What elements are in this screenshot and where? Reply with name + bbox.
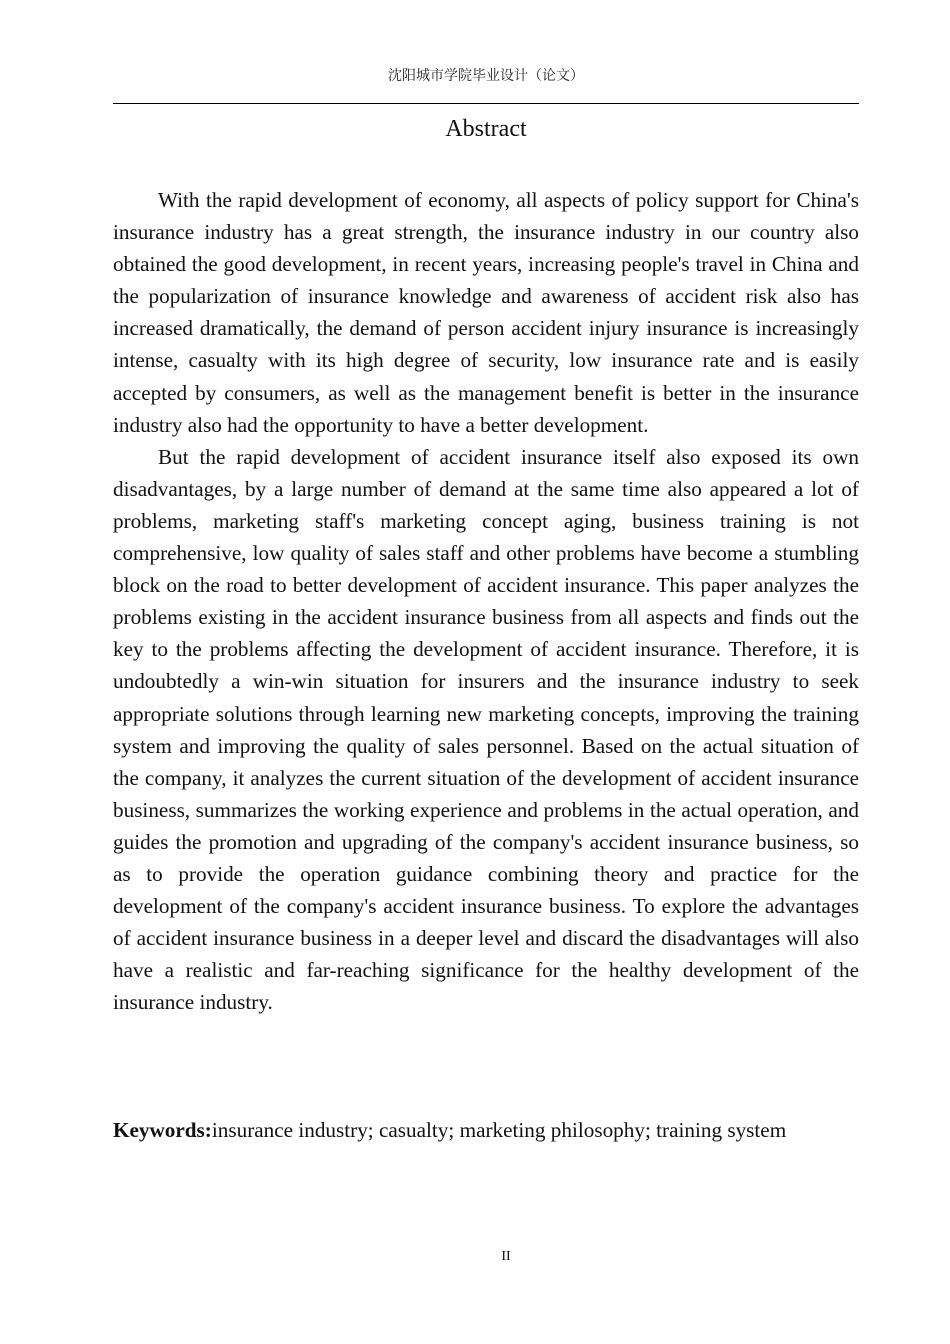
abstract-paragraph-2: But the rapid development of accident insurance itself also exposed its own disadvantages, by a large number of demand at the same time also appeared a lot of problems, marketing staff's marketing concept aging, business training is not comprehensive, low quality of sales staff and other problems have become a stumbling block on the road to better development of accident insurance. This paper analyzes the problems existing in the accident insurance business from all aspects and finds out the key to the problems affecting the development of accident insurance. Therefore, it is undoubtedly a win-win situation for insurers and the insurance industry to seek appropriate solutions through learning new marketing concepts, improving the training system and improving the quality of sales personnel. Based on the actual situation of the company, it analyzes the current situation of the development of accident insurance business, summarizes the working experience and problems in the actual operation, and guides the promotion and upgrading of the company's accident insurance business, so as to provide the operation guidance combining theory and practice for the development of the company's accident insurance business. To explore the advantages of accident insurance business in a deeper level and discard the disadvantages will also have a realistic and far-reaching significance for the healthy development of the insurance industry. [113,444,859,1015]
keywords-line [113,1114,859,1146]
page-number: II [501,1249,511,1264]
page-header: 沈阳城市学院毕业设计（论文） [388,68,584,84]
abstract-title: Abstract [445,116,527,142]
keywords-label: Keywords: [113,1118,212,1142]
header-rule [113,103,859,104]
abstract-body [113,184,859,1018]
abstract-paragraph-1: With the rapid development of economy, all aspects of policy support for China's insurance industry has a great strength, the insurance industry in our country also obtained the good development, in recent years, increasing people's travel in China and the popularization of insurance knowledge and awareness of accident risk also has increased dramatically, the demand of person accident injury insurance is increasingly intense, casualty with its high degree of security, low insurance rate and is easily accepted by consumers, as well as the management benefit is better in the insurance industry also had the opportunity to have a better development. [113,188,859,437]
keywords-text: insurance industry; casualty; marketing philosophy; training system [211,1118,787,1142]
